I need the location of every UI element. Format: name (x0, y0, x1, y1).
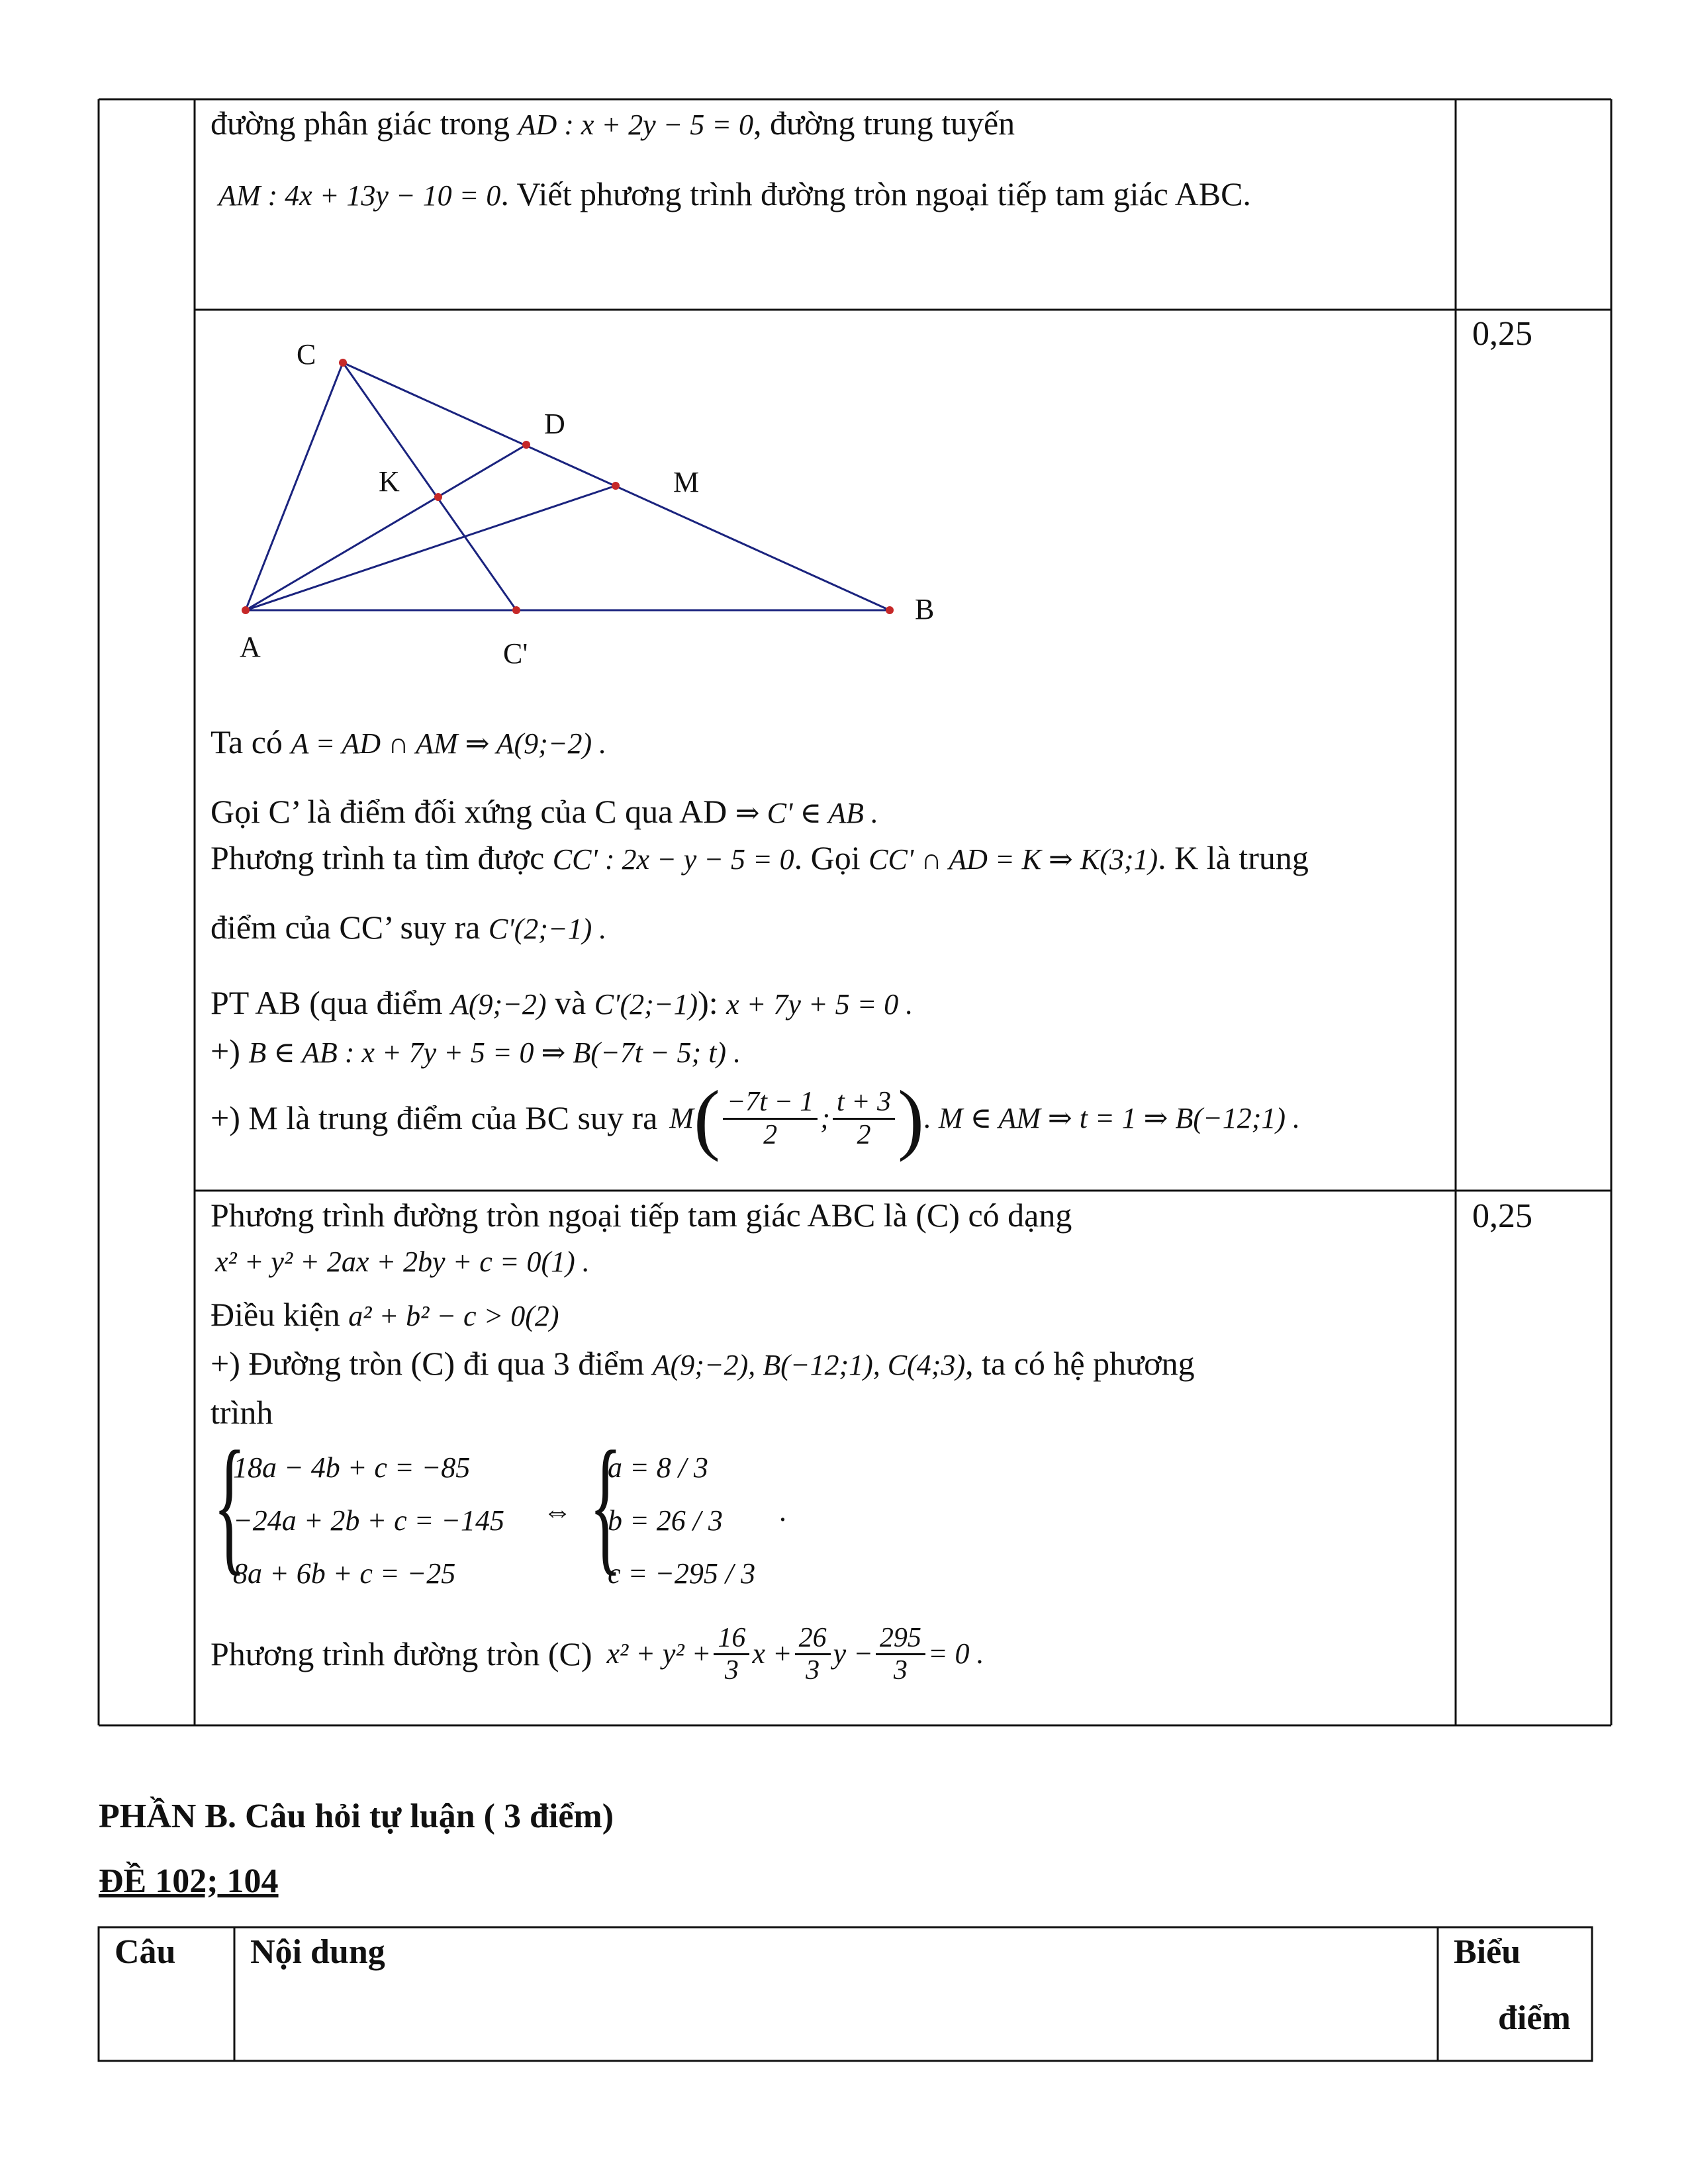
text: , ta có hệ phương (965, 1345, 1195, 1382)
brace-left: { (213, 1420, 246, 1588)
eq: x + 7y + 5 = 0 . (726, 988, 914, 1021)
denominator: 3 (724, 1655, 739, 1686)
text: Gọi C’ là điểm đối xứng của C qua AD (211, 793, 727, 830)
numerator: 26 (795, 1623, 831, 1655)
eq: CC' : 2x − y − 5 = 0 (552, 843, 794, 876)
eq: x + (752, 1637, 792, 1670)
text: +) (211, 1032, 240, 1069)
text: +) M là trung điểm của BC suy ra (211, 1099, 658, 1137)
equation: a = 8 / 3 (608, 1451, 708, 1484)
row3-line5: trình (211, 1394, 273, 1431)
equivalence-arrow: ⇔ (543, 1495, 572, 1527)
text: . Gọi (794, 839, 861, 876)
label-b: B (915, 593, 935, 625)
eq: a² + b² − c > 0(2) (348, 1300, 559, 1332)
label-cp: C' (503, 637, 528, 670)
equation: 8a + 6b + c = −25 (233, 1557, 456, 1590)
text: Điều kiện (211, 1296, 340, 1333)
text: đường phân giác trong (211, 105, 510, 142)
eq: C'(2;−1) . (488, 913, 607, 945)
system-dot: . (780, 1495, 787, 1527)
eq-ad: AD : x + 2y − 5 = 0 (518, 109, 753, 141)
eq: = 0 . (927, 1637, 984, 1670)
numerator: 16 (714, 1623, 749, 1655)
equation: c = −295 / 3 (608, 1557, 756, 1590)
var-m: M (669, 1101, 694, 1134)
text: Phương trình ta tìm được (211, 839, 545, 876)
text: , đường trung tuyến (753, 105, 1015, 142)
equation: 18a − 4b + c = −85 (233, 1451, 471, 1484)
text: ): (698, 984, 718, 1021)
eq: C'(2;−1) (594, 988, 698, 1021)
table2-header-noidung: Nội dung (250, 1933, 385, 1971)
numerator: −7t − 1 (723, 1087, 818, 1119)
eq: y − (833, 1637, 873, 1670)
numerator: t + 3 (833, 1087, 895, 1119)
eq: CC' ∩ AD = K ⇒ K(3;1) (868, 843, 1158, 876)
text: Phương trình đường tròn (C) (211, 1635, 592, 1672)
eq-am: AM : 4x + 13y − 10 = 0 (218, 179, 501, 212)
text: +) Đường tròn (C) đi qua 3 điểm (211, 1345, 645, 1382)
section-heading: PHẦN B. Câu hỏi tự luận ( 3 điểm) (99, 1797, 614, 1835)
separator: ; (820, 1101, 830, 1134)
text: . Viết phương trình đường tròn ngoại tiếp tam giác ABC. (500, 175, 1251, 212)
eq: . M ∈ AM ⇒ t = 1 ⇒ B(−12;1) . (923, 1101, 1301, 1134)
paren-right: ) (897, 1074, 924, 1162)
label-a: A (240, 631, 261, 663)
text: và (555, 984, 586, 1021)
paren-left: ( (693, 1074, 720, 1162)
label-m: M (673, 466, 700, 498)
eq: B ∈ AB : x + 7y + 5 = 0 ⇒ B(−7t − 5; t) . (248, 1036, 741, 1069)
denominator: 2 (763, 1119, 778, 1150)
denominator: 2 (857, 1119, 871, 1150)
equation: −24a + 2b + c = −145 (233, 1504, 504, 1537)
table2-header-bieudiem-1: Biểu (1454, 1933, 1521, 1971)
label-d: D (544, 408, 565, 440)
eq: A = AD ∩ AM ⇒ A(9;−2) . (291, 727, 607, 760)
equation: b = 26 / 3 (608, 1504, 723, 1537)
text: điểm của CC’ suy ra (211, 909, 481, 946)
score-row2: 0,25 (1472, 315, 1532, 353)
numerator: 295 (876, 1623, 925, 1655)
score-row3: 0,25 (1472, 1197, 1532, 1235)
table2-header-bieudiem-2: điểm (1498, 1999, 1571, 2037)
eq: x² + y² + (606, 1637, 712, 1670)
denominator: 3 (806, 1655, 820, 1686)
text: . K là trung (1158, 839, 1309, 876)
row3-line1: Phương trình đường tròn ngoại tiếp tam giác ABC là (C) có dạng (211, 1197, 1072, 1234)
label-k: K (379, 465, 400, 498)
text: Ta có (211, 723, 283, 760)
row3-line2: x² + y² + 2ax + 2by + c = 0(1) . (215, 1246, 590, 1278)
eq: A(9;−2), B(−12;1), C(4;3) (652, 1349, 966, 1381)
eq: ⇒ C' ∈ AB . (735, 797, 878, 829)
exam-code: ĐỀ 102; 104 (99, 1862, 279, 1900)
eq: A(9;−2) (450, 988, 547, 1021)
table2-header-cau: Câu (115, 1933, 176, 1971)
denominator: 3 (893, 1655, 908, 1686)
label-c: C (297, 338, 316, 371)
brace-right: { (589, 1420, 622, 1588)
text: PT AB (qua điểm (211, 984, 443, 1021)
